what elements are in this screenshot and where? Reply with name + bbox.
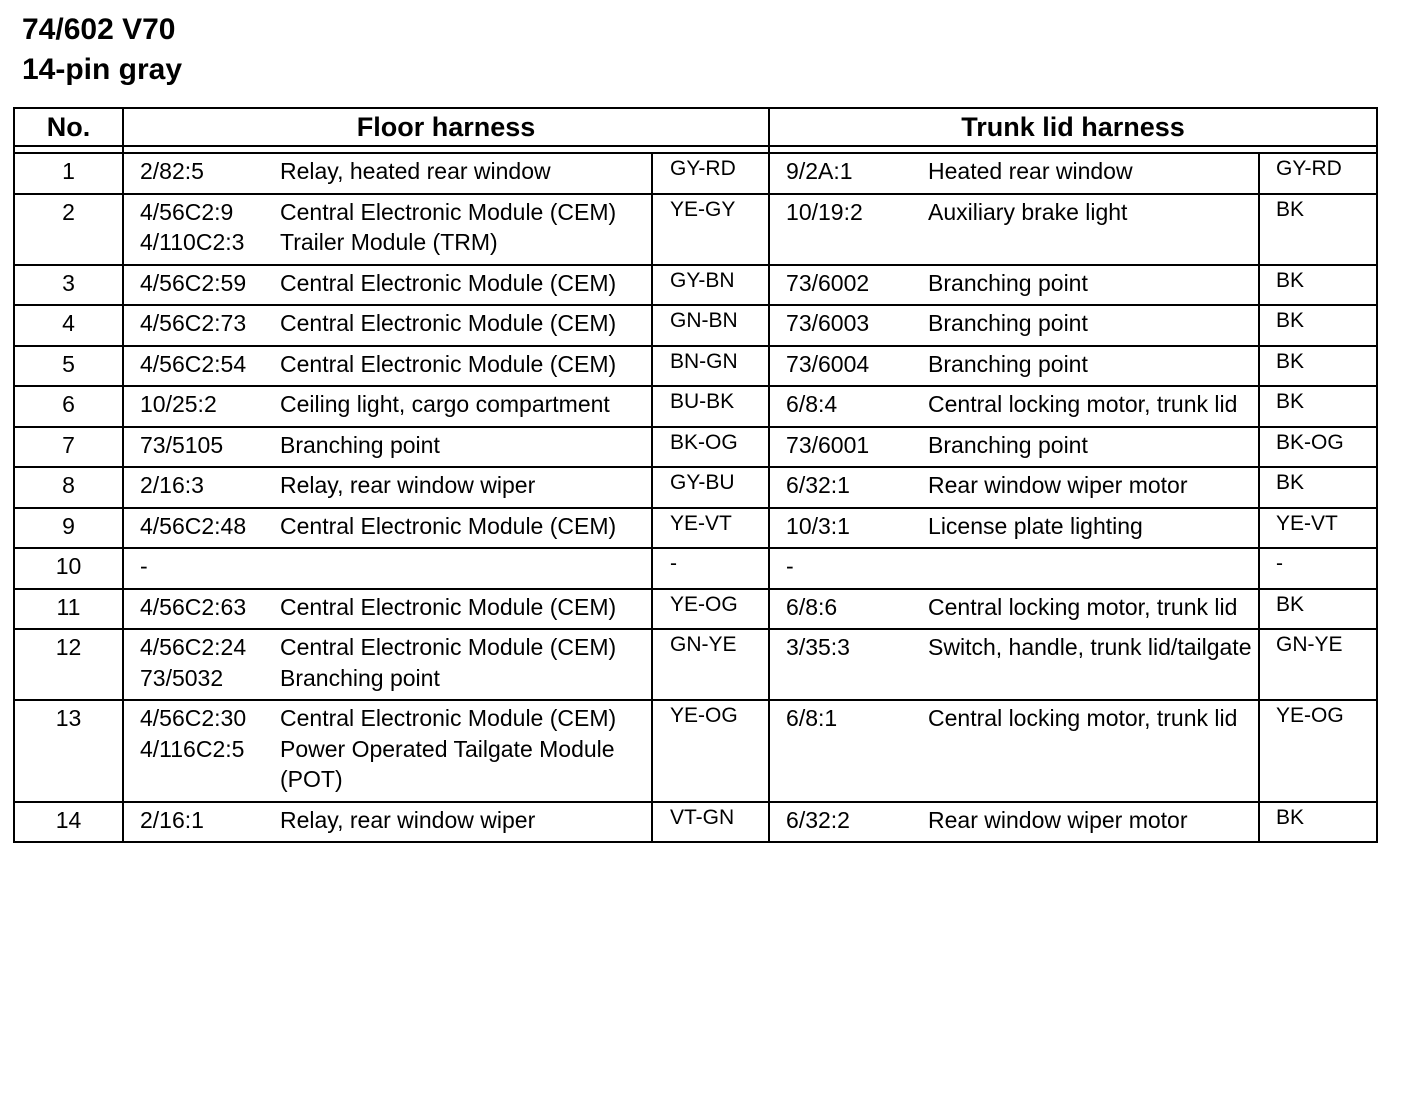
- trunk-connector-code: [769, 386, 928, 427]
- pin-table: [13, 107, 1378, 843]
- trunk-wire-color: [1259, 427, 1377, 468]
- floor-desc-text: Relay, rear window wiper: [280, 806, 536, 833]
- floor-code-text: 4/56C2:30: [140, 705, 247, 731]
- trunk-connector-code: [769, 629, 928, 700]
- floor-wire-color: [652, 629, 769, 700]
- table-row: [14, 305, 1377, 346]
- trunk-wire-color: [1259, 802, 1377, 843]
- trunk-connector-code: [769, 265, 928, 306]
- pin-number-text: 5: [62, 350, 75, 377]
- trunk-wire-color-text: BK: [1276, 592, 1305, 616]
- pin-number: [14, 629, 123, 700]
- trunk-component: [928, 548, 1259, 589]
- trunk-code-text: 73/6002: [786, 269, 870, 296]
- floor-wire-color-text: GY-BU: [670, 471, 735, 494]
- header-gap: [14, 146, 1377, 153]
- floor-desc-text: Central Electronic Module (CEM): [280, 269, 617, 296]
- pin-number-text: 14: [55, 806, 82, 833]
- trunk-wire-color: [1259, 700, 1377, 802]
- trunk-code-text: 73/6001: [786, 431, 870, 458]
- pin-number-text: 11: [56, 593, 81, 620]
- floor-desc-text: Central Electronic Module (CEM): [280, 593, 617, 620]
- trunk-component: [928, 508, 1259, 549]
- floor-desc-text: Central Electronic Module (CEM): [280, 198, 617, 225]
- floor-code-text: 4/116C2:5: [140, 735, 245, 762]
- trunk-wire-color: [1259, 153, 1377, 194]
- trunk-wire-color: [1259, 589, 1377, 630]
- trunk-connector-code: [769, 153, 928, 194]
- table-row: [14, 802, 1377, 843]
- trunk-desc-text: Branching point: [928, 350, 1088, 377]
- trunk-desc-text: Central locking motor, trunk lid: [928, 705, 1238, 731]
- floor-code-text: 4/56C2:59: [140, 269, 247, 296]
- trunk-code-text: 6/8:1: [786, 705, 838, 731]
- header-trunk-lid-harness: Trunk lid harness: [769, 108, 1377, 146]
- floor-desc-text: Central Electronic Module (CEM): [280, 705, 617, 731]
- floor-connector-code: [123, 589, 280, 630]
- trunk-wire-color: [1259, 629, 1377, 700]
- floor-code-text: 4/56C2:73: [140, 310, 247, 336]
- floor-code-text: 4/56C2:63: [140, 593, 247, 620]
- floor-wire-color-text: BK-OG: [670, 430, 738, 454]
- trunk-wire-color: [1259, 305, 1377, 346]
- trunk-connector-code: [769, 305, 928, 346]
- trunk-code-text: 10/3:1: [786, 512, 850, 539]
- trunk-desc-text: Auxiliary brake light: [928, 198, 1128, 225]
- floor-desc-text: Branching point: [280, 664, 440, 691]
- pin-number-text: 8: [62, 472, 75, 498]
- trunk-desc-text: Rear window wiper motor: [928, 806, 1188, 833]
- floor-component: [280, 548, 652, 589]
- trunk-code-text: 73/6004: [786, 350, 870, 377]
- trunk-component: [928, 346, 1259, 387]
- pin-number-text: 2: [62, 198, 75, 225]
- floor-wire-color: [652, 467, 769, 508]
- trunk-code-text: 6/8:6: [786, 593, 838, 620]
- trunk-wire-color-text: GN-YE: [1276, 633, 1343, 656]
- floor-wire-color: [652, 346, 769, 387]
- trunk-desc-text: Central locking motor, trunk lid: [928, 593, 1238, 620]
- trunk-wire-color-text: BK: [1276, 309, 1305, 332]
- floor-component: [280, 508, 652, 549]
- floor-code-text: 4/56C2:9: [140, 198, 234, 225]
- trunk-code-text: 3/35:3: [786, 634, 850, 660]
- floor-component: [280, 802, 652, 843]
- trunk-wire-color-text: BK: [1276, 805, 1305, 829]
- floor-code-text: 2/16:1: [140, 806, 204, 833]
- pin-number-text: 13: [55, 705, 82, 731]
- pin-number-text: 7: [62, 431, 75, 458]
- floor-code-text: 73/5032: [140, 664, 224, 691]
- trunk-wire-color: [1259, 194, 1377, 265]
- floor-component: [280, 467, 652, 508]
- floor-connector-code: [123, 265, 280, 306]
- trunk-component: [928, 589, 1259, 630]
- trunk-wire-color-text: -: [1276, 552, 1284, 575]
- trunk-connector-code: [769, 802, 928, 843]
- floor-desc-text: Central Electronic Module (CEM): [280, 512, 617, 539]
- table-row: [14, 629, 1377, 700]
- pin-number: [14, 194, 123, 265]
- trunk-connector-code: [769, 346, 928, 387]
- trunk-wire-color-text: YE-OG: [1276, 704, 1344, 727]
- trunk-component: [928, 802, 1259, 843]
- title-line-2: 14-pin gray: [22, 53, 183, 86]
- pin-number-text: 3: [62, 269, 75, 296]
- trunk-desc-text: Rear window wiper motor: [928, 472, 1188, 498]
- pin-number: [14, 508, 123, 549]
- table-row: [14, 548, 1377, 589]
- table-header-row: [14, 108, 1377, 146]
- floor-wire-color-text: BN-GN: [670, 349, 738, 373]
- floor-connector-code: [123, 508, 280, 549]
- floor-wire-color: [652, 265, 769, 306]
- floor-connector-code: [123, 346, 280, 387]
- trunk-desc-text: License plate lighting: [928, 512, 1143, 539]
- pin-number-text: 12: [55, 634, 82, 660]
- trunk-wire-color-text: BK: [1276, 390, 1305, 413]
- trunk-connector-code: [769, 589, 928, 630]
- floor-wire-color-text: YE-GY: [670, 197, 736, 221]
- trunk-component: [928, 194, 1259, 265]
- floor-component: [280, 629, 652, 700]
- table-row: [14, 265, 1377, 306]
- trunk-code-text: 9/2A:1: [786, 158, 853, 184]
- floor-code-text: 4/56C2:24: [140, 634, 247, 660]
- floor-wire-color: [652, 194, 769, 265]
- floor-desc-text: Relay, rear window wiper: [280, 472, 536, 498]
- floor-wire-color: [652, 508, 769, 549]
- trunk-desc-text: Branching point: [928, 269, 1088, 296]
- floor-wire-color: [652, 589, 769, 630]
- pin-number-text: 9: [62, 512, 75, 539]
- pin-number-text: 6: [62, 391, 75, 417]
- floor-desc-text: Central Electronic Module (CEM): [280, 350, 617, 377]
- floor-connector-code: [123, 700, 280, 802]
- floor-connector-code: [123, 548, 280, 589]
- floor-wire-color: [652, 386, 769, 427]
- trunk-desc-text: Branching point: [928, 310, 1088, 336]
- trunk-wire-color-text: BK-OG: [1276, 430, 1344, 454]
- floor-code-text: -: [140, 553, 148, 579]
- trunk-wire-color-text: YE-VT: [1276, 511, 1338, 535]
- floor-desc-text: Relay, heated rear window: [280, 158, 551, 184]
- pin-number: [14, 427, 123, 468]
- floor-desc-text: Branching point: [280, 431, 440, 458]
- trunk-desc-text: Branching point: [928, 431, 1088, 458]
- floor-component: [280, 153, 652, 194]
- trunk-code-text: 73/6003: [786, 310, 870, 336]
- floor-wire-color-text: GN-BN: [670, 309, 738, 332]
- floor-connector-code: [123, 194, 280, 265]
- table-row: [14, 700, 1377, 802]
- trunk-wire-color: [1259, 548, 1377, 589]
- floor-desc-text: Ceiling light, cargo compartment: [280, 391, 610, 417]
- pin-number-text: 4: [62, 310, 75, 336]
- trunk-wire-color: [1259, 386, 1377, 427]
- pin-number: [14, 153, 123, 194]
- floor-wire-color: [652, 700, 769, 802]
- table-row: [14, 589, 1377, 630]
- pin-number-text: 10: [55, 553, 82, 579]
- trunk-code-text: 6/8:4: [786, 391, 838, 417]
- trunk-code-text: 6/32:1: [786, 472, 850, 498]
- pin-number: [14, 467, 123, 508]
- trunk-component: [928, 700, 1259, 802]
- header-no: No.: [14, 108, 123, 146]
- pin-number: [14, 589, 123, 630]
- trunk-connector-code: [769, 548, 928, 589]
- floor-wire-color-text: GN-YE: [670, 633, 737, 656]
- floor-wire-color-text: VT-GN: [670, 805, 735, 829]
- pin-number-text: 1: [62, 158, 75, 184]
- pin-number: [14, 386, 123, 427]
- floor-component: [280, 386, 652, 427]
- trunk-component: [928, 467, 1259, 508]
- floor-connector-code: [123, 467, 280, 508]
- floor-desc-text: Power Operated Tailgate Module (POT): [280, 735, 615, 792]
- pin-number: [14, 265, 123, 306]
- trunk-wire-color: [1259, 508, 1377, 549]
- table-row: [14, 386, 1377, 427]
- floor-desc-text: Central Electronic Module (CEM): [280, 310, 617, 336]
- floor-connector-code: [123, 802, 280, 843]
- floor-wire-color: [652, 153, 769, 194]
- floor-wire-color-text: GY-BN: [670, 268, 735, 292]
- floor-wire-color-text: YE-VT: [670, 511, 732, 535]
- table-row: [14, 346, 1377, 387]
- trunk-wire-color-text: BK: [1276, 471, 1305, 494]
- table-row: [14, 153, 1377, 194]
- trunk-code-text: 10/19:2: [786, 198, 863, 225]
- floor-wire-color: [652, 802, 769, 843]
- floor-component: [280, 589, 652, 630]
- floor-connector-code: [123, 153, 280, 194]
- floor-code-text: 73/5105: [140, 431, 224, 458]
- trunk-connector-code: [769, 508, 928, 549]
- floor-connector-code: [123, 305, 280, 346]
- floor-wire-color-text: -: [670, 552, 677, 575]
- pin-number: [14, 346, 123, 387]
- trunk-component: [928, 427, 1259, 468]
- trunk-component: [928, 153, 1259, 194]
- floor-component: [280, 346, 652, 387]
- floor-wire-color-text: YE-OG: [670, 592, 738, 616]
- trunk-code-text: -: [786, 553, 794, 579]
- table-row: [14, 467, 1377, 508]
- trunk-wire-color: [1259, 467, 1377, 508]
- floor-component: [280, 305, 652, 346]
- pin-number: [14, 700, 123, 802]
- table-row: [14, 194, 1377, 265]
- trunk-connector-code: [769, 700, 928, 802]
- trunk-wire-color: [1259, 265, 1377, 306]
- trunk-component: [928, 386, 1259, 427]
- trunk-wire-color-text: BK: [1276, 349, 1305, 373]
- title-line-1: 74/602 V70: [22, 13, 176, 46]
- document-title: [22, 10, 182, 90]
- table-row: [14, 427, 1377, 468]
- floor-wire-color-text: GY-RD: [670, 157, 736, 180]
- floor-wire-color-text: BU-BK: [670, 390, 735, 413]
- trunk-desc-text: Central locking motor, trunk lid: [928, 391, 1238, 417]
- trunk-component: [928, 305, 1259, 346]
- trunk-connector-code: [769, 467, 928, 508]
- floor-wire-color-text: YE-OG: [670, 704, 738, 727]
- floor-desc-text: Central Electronic Module (CEM): [280, 634, 617, 660]
- floor-code-text: 4/56C2:48: [140, 512, 247, 539]
- trunk-wire-color: [1259, 346, 1377, 387]
- floor-connector-code: [123, 427, 280, 468]
- trunk-desc-text: Switch, handle, trunk lid/tailgate: [928, 634, 1252, 660]
- floor-wire-color: [652, 427, 769, 468]
- floor-wire-color: [652, 548, 769, 589]
- trunk-desc-text: Heated rear window: [928, 158, 1133, 184]
- floor-code-text: 2/16:3: [140, 472, 204, 498]
- floor-component: [280, 194, 652, 265]
- floor-component: [280, 700, 652, 802]
- pin-number: [14, 305, 123, 346]
- floor-connector-code: [123, 386, 280, 427]
- floor-wire-color: [652, 305, 769, 346]
- floor-code-text: 4/110C2:3: [140, 229, 245, 255]
- trunk-wire-color-text: BK: [1276, 268, 1305, 292]
- floor-component: [280, 265, 652, 306]
- trunk-code-text: 6/32:2: [786, 806, 850, 833]
- floor-code-text: 4/56C2:54: [140, 350, 247, 377]
- floor-connector-code: [123, 629, 280, 700]
- floor-code-text: 2/82:5: [140, 158, 204, 184]
- pin-number: [14, 802, 123, 843]
- trunk-wire-color-text: BK: [1276, 197, 1305, 221]
- pin-number: [14, 548, 123, 589]
- header-floor-harness: Floor harness: [123, 108, 769, 146]
- floor-component: [280, 427, 652, 468]
- floor-desc-text: Trailer Module (TRM): [280, 229, 498, 255]
- trunk-component: [928, 265, 1259, 306]
- table-body: [14, 153, 1377, 842]
- table-row: [14, 508, 1377, 549]
- floor-code-text: 10/25:2: [140, 391, 217, 417]
- trunk-connector-code: [769, 194, 928, 265]
- trunk-wire-color-text: GY-RD: [1276, 157, 1342, 180]
- trunk-connector-code: [769, 427, 928, 468]
- trunk-component: [928, 629, 1259, 700]
